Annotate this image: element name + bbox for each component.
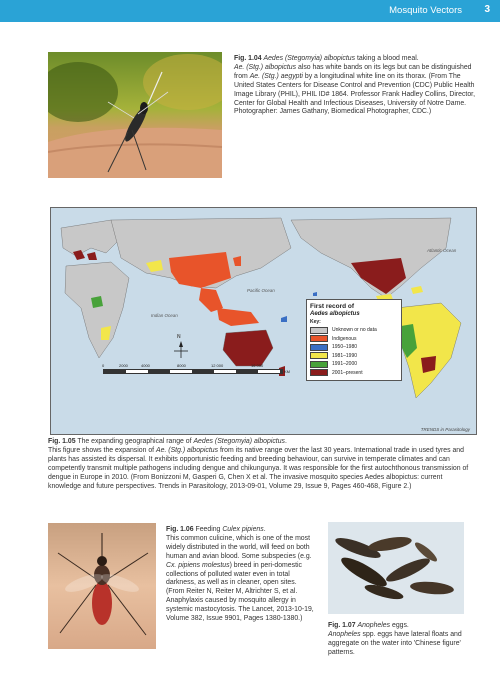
fig-107-title-italic: Anopheles <box>357 622 391 629</box>
fig-106-body1: This common culicine, which is one of the most widely distributed in the world, will feed on both human and avian blood. Some subspecies (e.g. <box>166 534 312 560</box>
running-head: Mosquito Vectors <box>389 5 462 16</box>
ocean-label-indian: Indian Ocean <box>151 313 178 318</box>
culex-mosquito-illustration <box>48 523 156 649</box>
scale-bar <box>103 369 283 374</box>
fig-106-label: Fig. 1.06 <box>166 526 194 533</box>
fig-105-body-italic: Ae. (Stg.) albopictus <box>156 446 219 454</box>
scale-tick: 0 <box>102 363 105 368</box>
anopheles-eggs-illustration <box>328 522 464 614</box>
scale-tick: 2000 <box>119 363 128 368</box>
fig-104-label: Fig. 1.04 <box>234 55 262 62</box>
header-bar <box>0 0 500 22</box>
fig-106-body-italic: Cx. pipiens molestus <box>166 561 230 569</box>
fig-105-title-post: . <box>285 438 287 445</box>
fig-104-body2-italic: Ae. (Stg.) aegypti <box>249 72 303 80</box>
fig-104-caption <box>234 55 479 117</box>
legend-item: 1950–1980 <box>310 344 398 351</box>
fig-105-title-italic: Aedes (Stegomyia) albopictus <box>193 438 285 445</box>
fig-105-body: from its native range over the last 30 years. International trade in used tyres and plants has assisted its dispersal. It exhibits opportunistic feeding and breeding behaviour, can survive in temperate climates and can competently transmit multiple pathogens including dengue and chikungunya. It was responsible for the first autochthonous transmission of dengue in Europe in 2010. (From Bonizzoni M, Gasperi G, Chen X et al. The invasive mosquito species Aedes albopictus: current knowledge and future perspectives. Trends in Parasitology, 2013-09-01, Volume 29, Issue 9, Pages 460-468, Figure 2.) <box>48 446 469 490</box>
fig-106-title-italic: Culex pipiens <box>222 526 264 533</box>
fig-105-label: Fig. 1.05 <box>48 438 76 445</box>
legend-subtitle: Aedes albopictus <box>310 311 360 317</box>
map-legend <box>306 299 402 381</box>
north-arrow-icon <box>174 341 188 358</box>
scale-tick: 12 000 <box>211 363 224 368</box>
fig-104-body1: also has white bands on its legs but can be distinguished from <box>234 63 472 80</box>
fig-106-body2: ) breed in peri-domestic collections of polluted water even in total darkness, as well as in cleaner, open sites. (From Reiter N, Reiter M, Altrichter S, et al. Anaphylaxis caused by mosquito allergy in systemic mastocytosis. The Lancet, 2013-10-19, Volume 382, Issue 9901, Pages 1380-1380.) <box>166 561 314 623</box>
fig-107-body: spp. eggs have lateral floats and aggregate on the water into 'Chinese figure' patterns. <box>328 630 462 656</box>
scale-unit: KM <box>284 369 290 374</box>
fig-106-title-post: . <box>263 526 266 533</box>
fig-104-body1-italic: Ae. (Stg.) albopictus <box>234 63 297 71</box>
mosquito-on-skin-illustration <box>48 52 222 178</box>
legend-item: 1981–1990 <box>310 352 398 359</box>
legend-item: Unknown or no data <box>310 327 398 334</box>
fig-107-photo <box>328 522 464 614</box>
fig-106-title-pre: Feeding <box>193 526 223 533</box>
legend-item: Indigenous <box>310 335 398 342</box>
north-label: N <box>177 334 181 340</box>
fig-106-photo <box>48 523 156 649</box>
scale-tick: 8000 <box>177 363 186 368</box>
fig-105-caption <box>48 438 476 491</box>
legend-item: 1991–2000 <box>310 361 398 368</box>
scale-tick: 16 000 <box>251 363 264 368</box>
fig-107-label: Fig. 1.07 <box>328 622 356 629</box>
fig-104-title-rest: taking a blood meal. <box>355 55 419 62</box>
fig-104-title: Aedes (Stegomyia) albopictus <box>263 55 356 62</box>
map-credit: TRENDS in Parasitology <box>420 427 470 432</box>
fig-107-title-post: eggs. <box>390 622 409 629</box>
ocean-label-pacific-1: Pacific Ocean <box>247 288 275 293</box>
ocean-label-atlantic: Atlantic Ocean <box>427 248 457 253</box>
fig-107-body-italic: Anopheles <box>328 630 361 638</box>
fig-106-caption <box>166 526 316 624</box>
legend-title: First record of <box>310 303 355 310</box>
fig-107-caption <box>328 622 468 658</box>
world-map-graphic <box>51 208 476 434</box>
world-distribution-map <box>50 207 477 435</box>
fig-104-photo <box>48 52 222 178</box>
fig-104-body2: by a longitudinal white line on its thorax. (From The United States Centers for Disease Control and Prevention (CDC) Public Health Image Library (PHIL), PHIL ID# 1864. Professor Frank Hadley Collins, Director, Center for Global Health and Infectious Diseases, University of Notre Dame. Photographer: James Gathany, Biomedical Photographer, CDC.) <box>234 72 476 116</box>
page-number: 3 <box>484 4 490 15</box>
fig-105-body-pre: This figure shows the expansion of <box>48 446 157 454</box>
legend-item: 2001–present <box>310 369 398 376</box>
scale-tick: 4000 <box>141 363 150 368</box>
legend-key-label: Key: <box>310 319 321 325</box>
fig-105-title-pre: The expanding geographical range of <box>75 438 194 445</box>
